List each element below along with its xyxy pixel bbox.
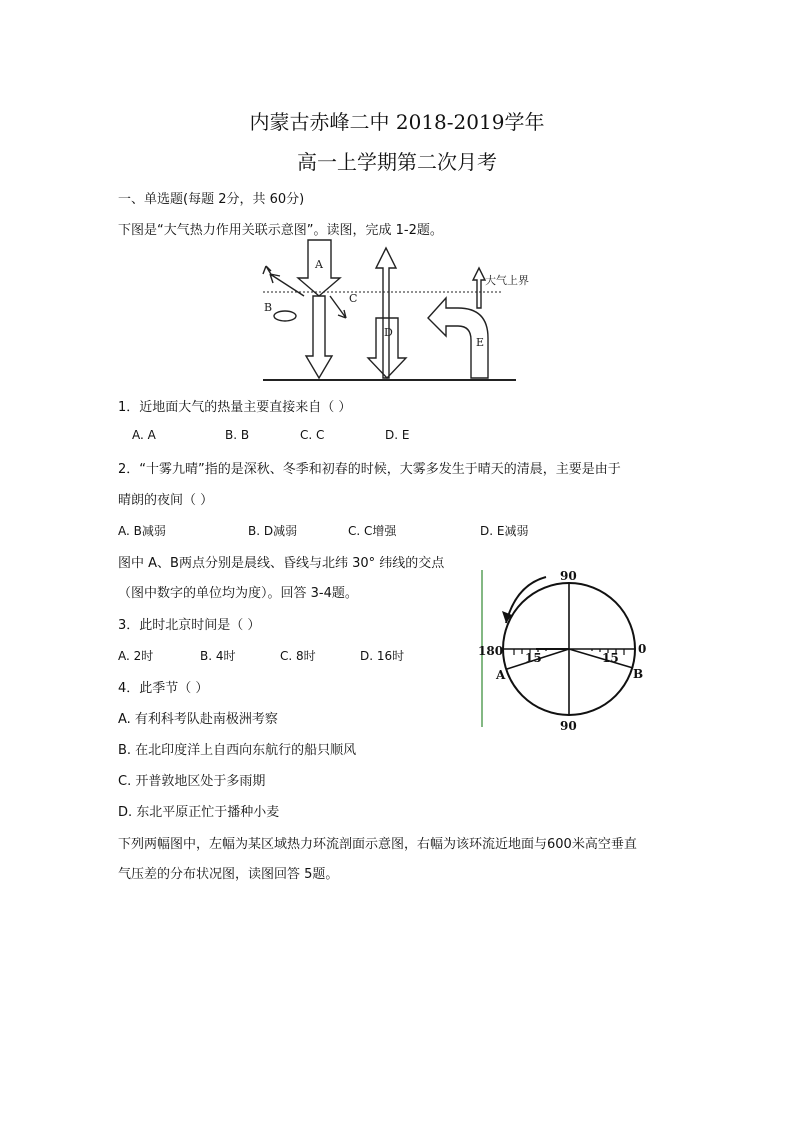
q4-option-a: A. 有利科考队赴南极洲考察 [118,712,278,727]
q4-option-d: D. 东北平原正忙于播种小麦 [118,805,280,820]
q1-option-d: D. E [385,428,410,442]
q1-option-a: A. A [132,428,156,442]
label-0: 0 [638,642,647,656]
exam-title-school: 内蒙古赤峰二中 2018-2019学年 [249,110,545,134]
arrow-up-right [473,268,485,308]
q2-stem-2: 晴朗的夜间（ ） [118,493,214,508]
q2-option-b: B. D减弱 [248,524,298,538]
label-bottom-90: 90 [560,719,577,733]
label-c: C [349,292,358,305]
q1-option-c: C. C [300,428,325,442]
q2-option-d: D. E减弱 [480,524,529,538]
q3-option-c: C. 8时 [280,649,316,663]
label-a: A [315,258,323,271]
exam-title-test: 高一上学期第二次月考 [297,150,497,174]
label-point-a: A [496,668,506,682]
atmosphere-heat-diagram [258,238,533,383]
label-b: B [264,301,273,314]
intro-q5-line2: 气压差的分布状况图，读图回答 5题。 [118,867,339,882]
arrow-to-ground [306,296,332,378]
q4-stem: 4．此季节（ ） [118,681,209,696]
q1-option-b: B. B [225,428,250,442]
label-angle-right: 15 [602,651,619,665]
q3-option-d: D. 16时 [360,649,405,663]
q1-stem: 1．近地面大气的热量主要直接来自（ ） [118,400,352,415]
arrow-ground-up [376,248,396,378]
label-angle-left: 15 [525,651,542,665]
label-point-b: B [633,667,644,681]
label-top-90: 90 [560,569,577,583]
intro-q3-4-line2: （图中数字的单位均为度）。回答 3-4题。 [118,586,358,601]
q2-option-a: A. B减弱 [118,524,166,538]
q4-option-b: B. 在北印度洋上自西向东航行的船只顺风 [118,743,357,758]
label-180: 180 [478,644,504,658]
label-d: D [384,326,393,339]
intro-q5-line1: 下列两幅图中，左幅为某区域热力环流剖面示意图，右幅为该环流近地面与600米高空垂直 [118,837,637,852]
cloud-icon [274,311,296,321]
polar-projection-diagram [478,565,663,733]
q3-stem: 3．此时北京时间是（ ） [118,618,261,633]
arrow-c [330,296,346,318]
label-e: E [476,336,485,349]
q4-option-c: C. 开普敦地区处于多雨期 [118,774,266,789]
intro-q1-2: 下图是“大气热力作用关联示意图”。读图，完成 1-2题。 [118,223,443,238]
arrow-b-head [263,266,272,276]
section-heading: 一、单选题(每题 2分，共 60分) [118,192,305,207]
intro-q3-4-line1: 图中 A、B两点分别是晨线、昏线与北纬 30° 纬线的交点 [118,556,445,571]
arrow-b-reflect [270,274,304,296]
q3-option-a: A. 2时 [118,649,154,663]
q2-option-c: C. C增强 [348,524,397,538]
q2-stem-1: 2．“十雾九晴”指的是深秋、冬季和初春的时候，大雾多发生于晴天的清晨，主要是由于 [118,462,621,477]
label-atmosphere-top: 大气上界 [485,274,529,287]
rotation-arrow-icon [502,611,512,623]
q3-option-b: B. 4时 [200,649,236,663]
